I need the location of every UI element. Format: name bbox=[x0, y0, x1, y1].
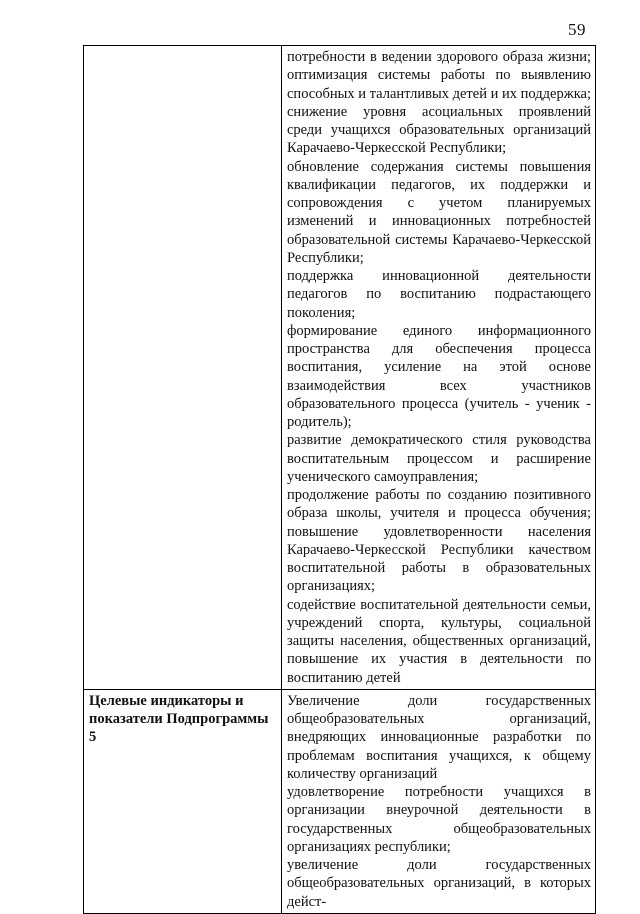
paragraph: обновление содержания системы повышения квалификации педагогов, их поддержки и сопровождения с учетом планируемых изменений и инновационных потребностей образовательной системы Карачаево-Черкесской Республики; bbox=[287, 158, 591, 266]
row-content-cell bbox=[282, 46, 596, 690]
table-row bbox=[84, 46, 596, 690]
paragraph: содействие воспитательной деятельности семьи, учреждений спорта, культуры, социальной защиты населения, общественных организаций, повышение их участия в деятельности по воспитанию детей bbox=[287, 596, 591, 686]
paragraph: Увеличение доли государственных общеобразовательных организаций, внедряющих инновационные разработки по проблемам воспитания учащихся, к общему количеству организаций bbox=[287, 692, 591, 782]
paragraph: формирование единого информационного пространства для обеспечения процесса воспитания, усиление на этой основе взаимодействия всех участников образовательного процесса (учитель - ученик - родитель); bbox=[287, 322, 591, 430]
page-number: 59 bbox=[568, 20, 586, 39]
paragraph: потребности в ведении здорового образа жизни; оптимизация системы работы по выявлению способных и талантливых детей и их поддержка; снижение уровня асоциальных проявлений среди учащихся образовательных организаций Карачаево-Черкесской Республики; bbox=[287, 49, 591, 157]
paragraph: продолжение работы по созданию позитивного образа школы, учителя и процесса обучения; повышение удовлетворенности населения Карачаево-Черкесской Республики качеством воспитательной работы в образовательных организациях; bbox=[287, 487, 591, 595]
row-content-cell bbox=[282, 689, 596, 913]
row-label-cell: Целевые индикаторы и показатели Подпрограммы 5 bbox=[84, 689, 282, 913]
paragraph: поддержка инновационной деятельности педагогов по воспитанию подрастающего поколения; bbox=[287, 268, 591, 321]
table-row bbox=[84, 689, 596, 913]
paragraph: удовлетворение потребности учащихся в организации внеурочной деятельности в государственных общеобразовательных организациях республики; bbox=[287, 784, 591, 855]
program-table bbox=[83, 45, 596, 914]
paragraph: увеличение доли государственных общеобразовательных организаций, в которых дейст- bbox=[287, 857, 591, 910]
paragraph: развитие демократического стиля руководства воспитательным процессом и расширение ученического самоуправления; bbox=[287, 432, 591, 485]
row-label-cell bbox=[84, 46, 282, 690]
